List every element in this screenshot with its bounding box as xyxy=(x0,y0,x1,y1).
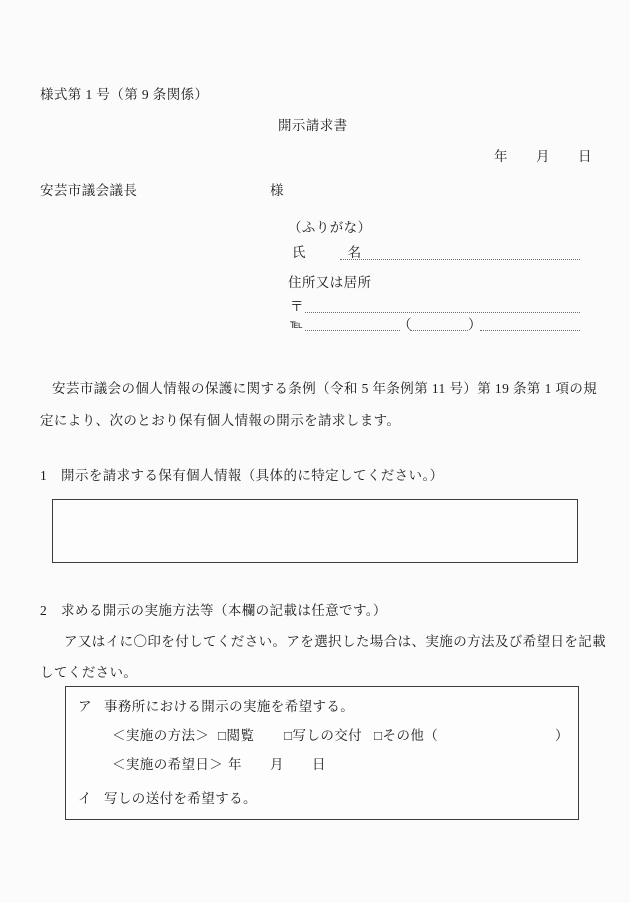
method-other-paren-close: ） xyxy=(555,728,569,743)
telephone-input-line-exchange[interactable] xyxy=(410,330,468,331)
furigana-label: （ふりがな） xyxy=(288,220,372,235)
telephone-input-line-area[interactable] xyxy=(305,330,400,331)
address-input-line[interactable] xyxy=(305,312,580,313)
option-a-text: 事務所における開示の実施を希望する。 xyxy=(104,699,355,714)
option-b-marker[interactable]: イ xyxy=(78,791,92,806)
telephone-input-line-number[interactable] xyxy=(480,330,580,331)
method-checkbox-copy-delivery[interactable]: □写しの交付 xyxy=(284,728,363,743)
submission-date-line: 年 月 日 xyxy=(494,149,592,164)
addressee-honorific: 様 xyxy=(270,183,284,198)
name-label: 氏 名 xyxy=(292,245,362,260)
method-checkbox-inspection[interactable]: □閲覧 xyxy=(218,728,255,743)
section-2-note-line-1: ア又はイに〇印を付してください。アを選択した場合は、実施の方法及び希望日を記載 xyxy=(64,634,607,649)
method-label: ＜実施の方法＞ xyxy=(112,728,210,743)
legal-statement-line-1: 安芸市議会の個人情報の保護に関する条例（令和 5 年条例第 11 号）第 19 条第 1 項の規 xyxy=(52,381,598,396)
section-2-heading: 2 求める開示の実施方法等（本欄の記載は任意です。） xyxy=(40,603,387,618)
telephone-icon: ℡ xyxy=(290,317,304,331)
section-1-heading: 1 開示を請求する保有個人情報（具体的に特定してください。） xyxy=(40,468,444,483)
addressee: 安芸市議会議長 xyxy=(40,183,138,198)
option-b-text: 写しの送付を希望する。 xyxy=(104,791,257,806)
legal-statement-line-2: 定により、次のとおり保有個人情報の開示を請求します。 xyxy=(40,413,401,428)
form-number: 様式第 1 号（第 9 条関係） xyxy=(40,87,209,102)
postal-code-icon: 〒 xyxy=(290,299,304,314)
address-label: 住所又は居所 xyxy=(288,275,372,290)
page-title: 開示請求書 xyxy=(278,118,348,133)
method-checkbox-other[interactable]: □その他（ xyxy=(374,728,439,743)
telephone-paren-open: （ xyxy=(398,317,412,332)
section-1-input-box[interactable] xyxy=(52,499,578,563)
desired-date-label: ＜実施の希望日＞ xyxy=(112,757,224,772)
section-2-note-line-2: してください。 xyxy=(40,665,138,680)
desired-date-fields[interactable]: 年 月 日 xyxy=(228,757,326,772)
option-a-marker[interactable]: ア xyxy=(78,699,92,714)
name-input-line[interactable] xyxy=(340,259,580,260)
telephone-paren-close: ） xyxy=(468,317,482,332)
